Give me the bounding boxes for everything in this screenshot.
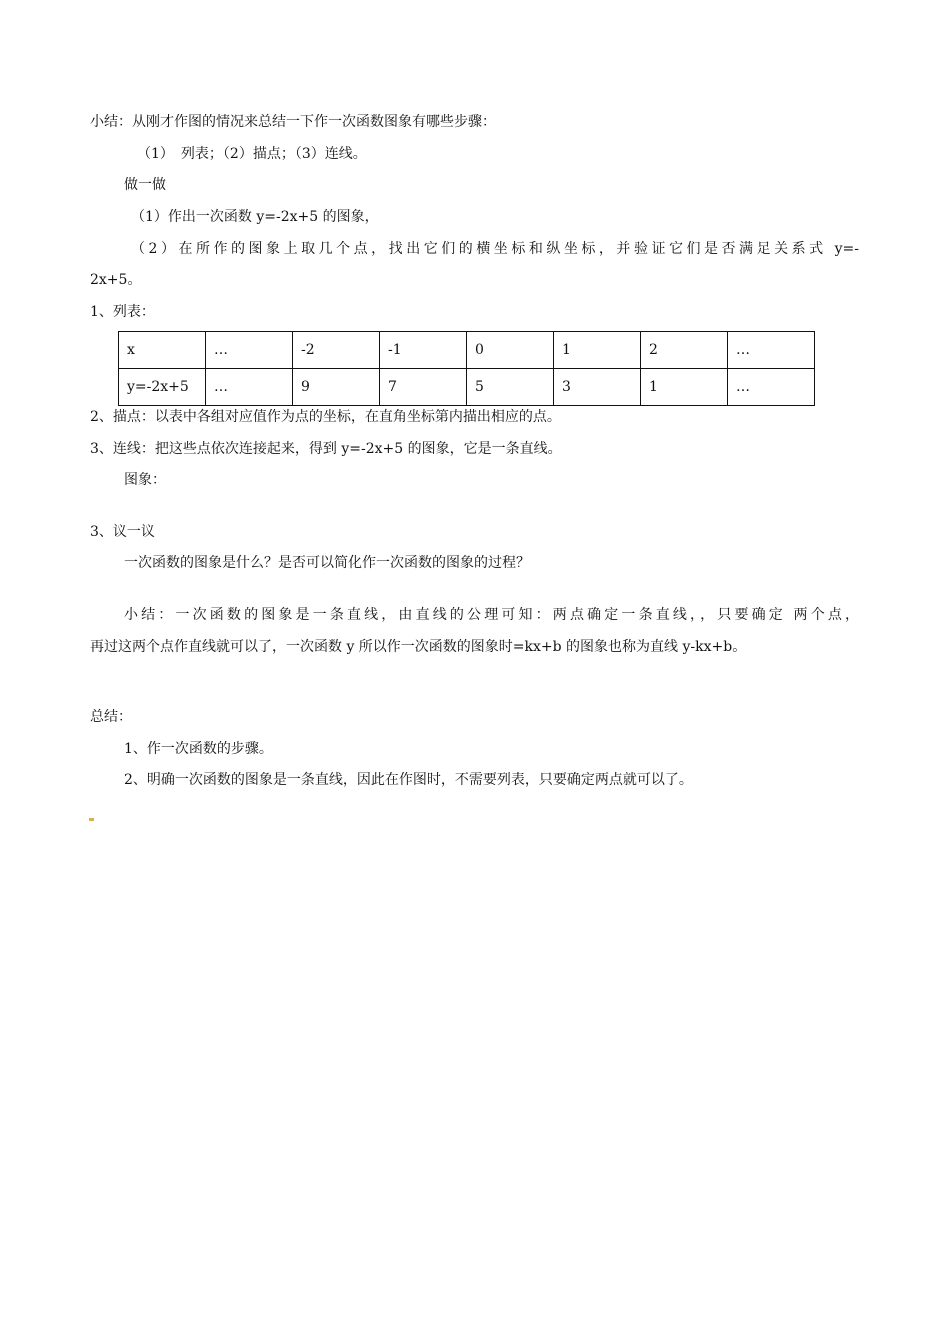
table-cell: 1 (641, 369, 728, 406)
discuss-question: 一次函数的图象是什么？是否可以简化作一次函数的图象的过程？ (124, 555, 530, 571)
plot-step: 2、描点：以表中各组对应值作为点的坐标，在直角坐标第内描出相应的点。 (90, 409, 561, 425)
list-heading: 1、列表： (90, 304, 155, 320)
table-cell: x (119, 332, 206, 369)
table-cell: … (728, 332, 815, 369)
summary-2-line-1: 小结：一次函数的图象是一条直线，由直线的公理可知：两点确定一条直线，，只要确定 两个点， (124, 607, 859, 623)
summary-heading: 小结：从刚才作图的情况来总结一下作一次函数图象有哪些步骤： (90, 114, 496, 130)
conclusion-item-2: 2、明确一次函数的图象是一条直线，因此在作图时，不需要列表，只要确定两点就可以了。 (124, 772, 693, 788)
task-1: （1）作出一次函数 y=-2x+5 的图象， (131, 209, 379, 225)
table-cell: 0 (467, 332, 554, 369)
table-row (119, 369, 815, 406)
table-cell: y=-2x+5 (119, 369, 206, 406)
table-cell: 9 (293, 369, 380, 406)
do-it-title: 做一做 (124, 177, 166, 193)
connect-step: 3、连线：把这些点依次连接起来，得到 y=-2x+5 的图象，它是一条直线。 (90, 441, 562, 457)
table-cell: 5 (467, 369, 554, 406)
discuss-title: 3、议一议 (90, 524, 155, 540)
table-cell: 3 (554, 369, 641, 406)
summary-2-line-2: 再过这两个点作直线就可以了，一次函数 y 所以作一次函数的图象时=kx+b 的图象也称为直线 y-kx+b。 (90, 639, 747, 655)
table-cell: 7 (380, 369, 467, 406)
value-table (118, 331, 815, 406)
table-row (119, 332, 815, 369)
graph-label: 图象： (124, 472, 166, 488)
table-cell: … (206, 369, 293, 406)
conclusion-item-1: 1、作一次函数的步骤。 (124, 741, 273, 757)
table-cell: -2 (293, 332, 380, 369)
table-cell: 2 (641, 332, 728, 369)
stray-mark (89, 818, 94, 821)
table-cell: -1 (380, 332, 467, 369)
table-cell: … (206, 332, 293, 369)
conclusion-title: 总结： (90, 709, 132, 725)
table-cell: … (728, 369, 815, 406)
steps-list: （1） 列表；（2）描点；（3）连线。 (137, 146, 367, 162)
task-2-line-1: （2）在所作的图象上取几个点，找出它们的横坐标和纵坐标，并验证它们是否满足关系式 y=- (131, 241, 859, 257)
table-cell: 1 (554, 332, 641, 369)
task-2-line-2: 2x+5。 (90, 272, 142, 288)
